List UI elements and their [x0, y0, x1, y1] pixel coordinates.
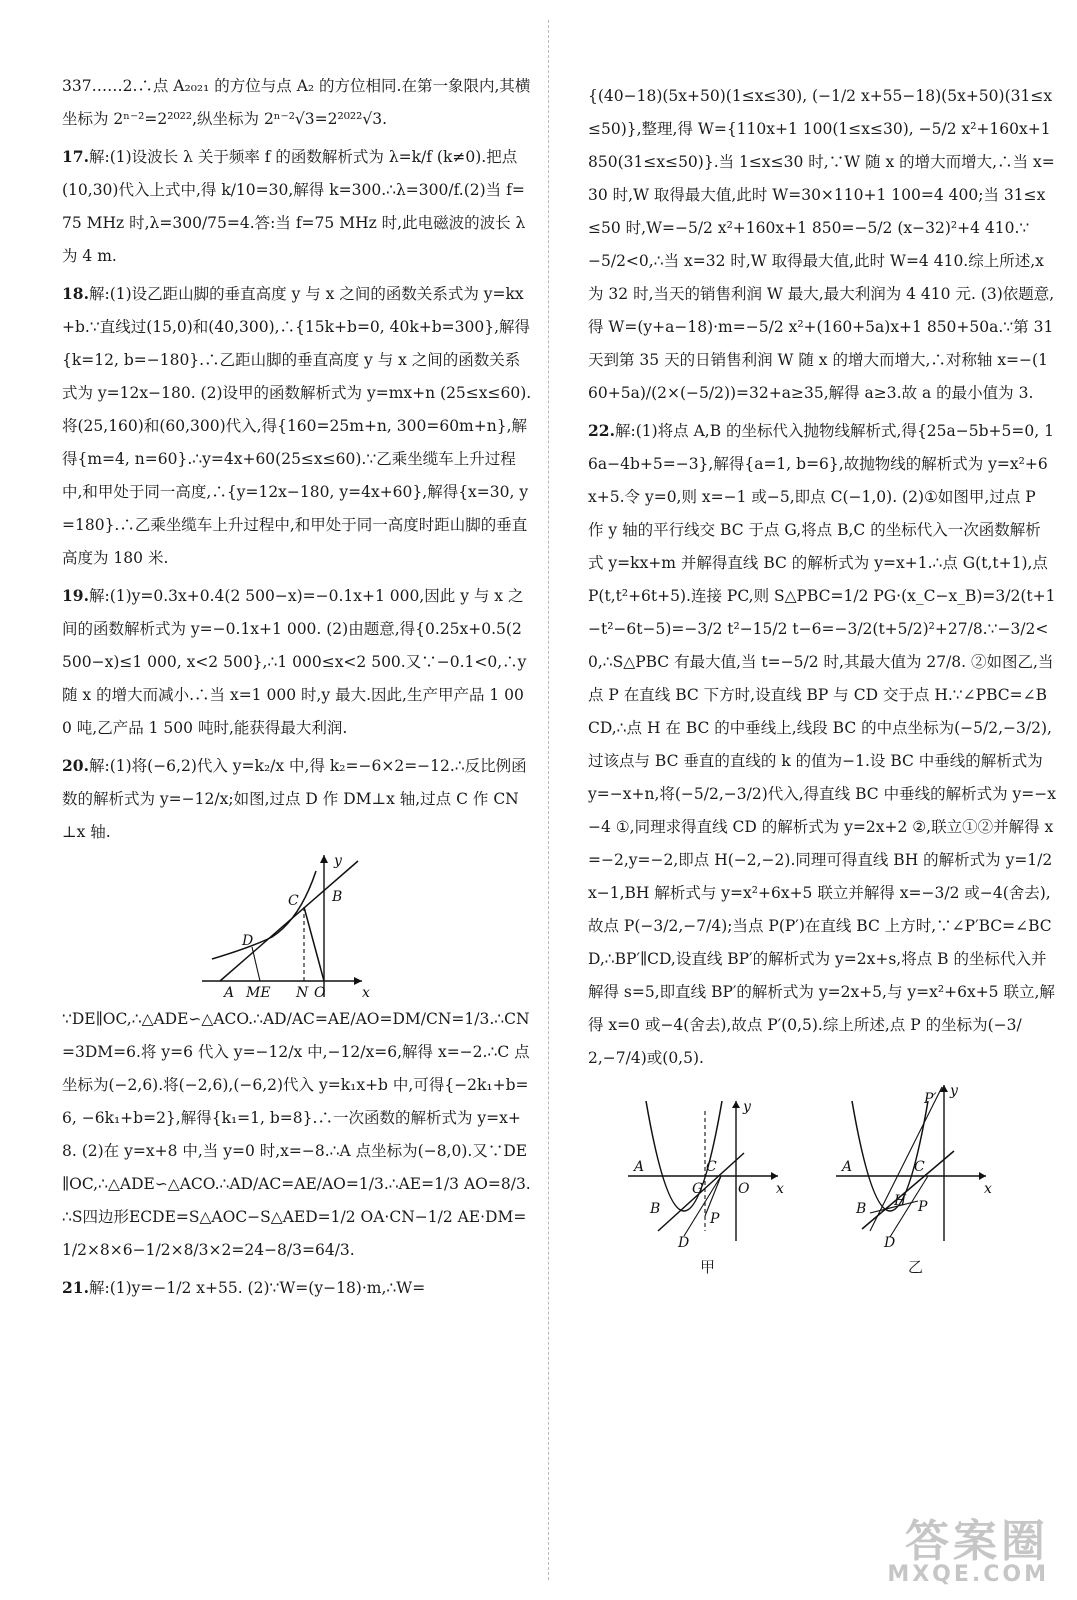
q21-continuation: {(40−18)(5x+50)(1≤x≤30), (−1/2 x+55−18)(5x+50)(31≤x≤50)},整理,得 W={110x+1 100(1≤x≤30), −5/2 x²+160x+1 850(31≤x≤50)}.当 1≤x≤30 时,∵W 随 x 的增大而增大,∴当 x=30 时,W 取得最大值,此时 W=30×110+1 100=4 400;当 31≤x≤50 时,W=−5/2 x²+160x+1 850=−5/2 (x−32)²+4 410.∵−5/2<0,∴当 x=32 时,W 取得最大值,此时 W=4 410.综上所述,x 为 32 时,当天的销售利润 W 最大,最大利润为 4 410 元. (3)依题意,得 W=(y+a−18)·m=−5/2 x²+(160+5a)x+1 850+50a.∵第 31 天到第 35 天的日销售利润 W 随 x 的增大而增大,∴对称轴 x=−(160+5a)/(2×(−5/2))=32+a≥35,解得 a≥3.故 a 的最小值为 3. [588, 87, 1055, 402]
q22-figures [588, 1081, 1056, 1251]
q18-number: 18. [62, 284, 89, 303]
q20-segment-DE [252, 947, 260, 981]
jia-label-D: D [678, 1235, 690, 1251]
yi-line-BPp [870, 1087, 942, 1231]
q22-figure-jia [628, 1099, 784, 1251]
q20-hyperbola [212, 871, 316, 959]
q20-x-arrow [354, 977, 362, 985]
jia-y-arrow [732, 1101, 740, 1108]
right-column [588, 0, 1056, 1275]
q20-text-a: 解:(1)将(−6,2)代入 y=k₂/x 中,得 k₂=−6×2=−12.∴反比例函数的解析式为 y=−12/x;如图,过点 D 作 DM⊥x 轴,过点 C 作 CN⊥x 轴. [62, 757, 527, 841]
yi-label-B: B [856, 1201, 867, 1217]
yi-label-Pprime: P′ [924, 1091, 937, 1107]
q20-label-N: N [296, 985, 309, 1001]
site-watermark [887, 1516, 1049, 1587]
yi-label-A: A [842, 1159, 853, 1175]
yi-label-P: P [918, 1199, 928, 1215]
q20-label-D: D [242, 933, 254, 949]
yi-line-BC [862, 1151, 954, 1229]
yi-label-x: x [984, 1181, 992, 1197]
column-divider [548, 20, 549, 1580]
q22-figure-captions [588, 1251, 1056, 1275]
q20-number: 20. [62, 756, 89, 775]
q21-answer [62, 1271, 532, 1305]
q21-text: 解:(1)y=−1/2 x+55. (2)∵W=(y−18)·m,∴W= [88, 1279, 426, 1297]
q18-answer [62, 277, 532, 575]
q20-text-b: ∵DE∥OC,∴△ADE∽△ACO.∴AD/AC=AE/AO=DM/CN=1/3.∴CN=3DM=6.将 y=6 代入 y=−12/x 中,−12/x=6,解得 x=−2.∴C 点坐标为(−2,6).将(−2,6),(−6,2)代入 y=k₁x+b 中,可得{−2k₁+b=6, −6k₁+b=2},解得{k₁=1, b=8}.∴一次函数的解析式为 y=x+8. (2)在 y=x+8 中,当 y=0 时,x=−8.∴A 点坐标为(−8,0).又∵DE∥OC,∴△ADE∽△ACO.∴AD/AC=AE/AO=1/3.∴AE=1/3 AO=8/3.∴S四边形ECDE=S△AOC−S△AED=1/2 OA·CN−1/2 AE·DM=1/2×8×6−1/2×8/3×2=24−8/3=64/3. [62, 1010, 531, 1259]
q20-label-A: A [224, 985, 235, 1001]
q22-answer [588, 414, 1056, 1075]
q19-answer [62, 579, 532, 745]
jia-label-A: A [634, 1159, 645, 1175]
jia-label-O: O [738, 1181, 750, 1197]
q17-number: 17. [62, 147, 89, 166]
caption-jia: 甲 [700, 1258, 716, 1276]
yi-label-C: C [914, 1159, 925, 1175]
q20-label-y: y [334, 853, 342, 869]
q17-answer [62, 140, 532, 273]
q20-segment-OC [304, 907, 324, 981]
jia-label-C: C [706, 1159, 717, 1175]
yi-label-H: H [894, 1193, 907, 1209]
q20-label-B: B [332, 889, 343, 905]
q17-text: 解:(1)设波长 λ 关于频率 f 的函数解析式为 λ=k/f (k≠0).把点(10,30)代入上式中,得 k/10=30,解得 k=300.∴λ=300/f.(2)当 f=75 MHz 时,λ=300/75=4.答:当 f=75 MHz 时,此电磁波的波长 λ 为 4 m. [62, 148, 526, 265]
jia-label-G: G [692, 1181, 704, 1197]
q20-label-ME: ME [246, 985, 271, 1001]
jia-label-B: B [650, 1201, 661, 1217]
q20-label-C: C [288, 893, 299, 909]
q18-text: 解:(1)设乙距山脚的垂直高度 y 与 x 之间的函数关系式为 y=kx+b.∵直线过(15,0)和(40,300),∴{15k+b=0, 40k+b=300},解得{k=12, b=−180}.∴乙距山脚的垂直高度 y 与 x 之间的函数关系式为 y=12x−180. (2)设甲的函数解析式为 y=mx+n (25≤x≤60).将(25,160)和(60,300)代入,得{160=25m+n, 300=60m+n},解得{m=4, n=60}.∴y=4x+60(25≤x≤60).∵乙乘坐缆车上升过程中,和甲处于同一高度,∴{y=12x−180, y=4x+60},解得{x=30, y=180}.∴乙乘坐缆车上升过程中,和甲处于同一高度时距山脚的垂直高度为 180 米. [62, 285, 532, 567]
yi-x-arrow [979, 1172, 986, 1180]
watermark-line1: 答案圈 [905, 1516, 1049, 1567]
q21-number: 21. [62, 1278, 89, 1297]
q19-number: 19. [62, 586, 89, 605]
yi-label-y: y [950, 1083, 958, 1099]
q20-y-arrow [320, 855, 328, 863]
q20-answer-a [62, 749, 532, 849]
jia-label-y: y [743, 1099, 751, 1115]
q19-text: 解:(1)y=0.3x+0.4(2 500−x)=−0.1x+1 000,因此 y 与 x 之间的函数解析式为 y=−0.1x+1 000. (2)由题意,得{0.25x+0.5(2 500−x)≤1 000, x<2 500},∴1 000≤x<2 500.又∵−0.1<0,∴y 随 x 的增大而减小.∴当 x=1 000 时,y 最大.因此,生产甲产品 1 000 吨,乙产品 1 500 吨时,能获得最大利润. [62, 587, 527, 737]
watermark-line2: MXQE.COM [887, 1562, 1049, 1587]
q16-tail: 337……2.∴点 A₂₀₂₁ 的方位与点 A₂ 的方位相同.在第一象限内,其横坐标为 2ⁿ⁻²=2²⁰²²,纵坐标为 2ⁿ⁻²√3=2²⁰²²√3. [62, 77, 531, 128]
jia-x-arrow [771, 1172, 778, 1180]
caption-yi: 乙 [908, 1258, 924, 1276]
q20-label-x: x [362, 985, 370, 1001]
jia-label-P: P [710, 1211, 720, 1227]
jia-parabola [646, 1101, 722, 1211]
q20-label-O: O [314, 985, 326, 1001]
q22-figure-yi [836, 1083, 992, 1251]
q22-number: 22. [588, 421, 615, 440]
yi-label-D: D [884, 1235, 896, 1251]
jia-label-x: x [776, 1181, 784, 1197]
q22-text: 解:(1)将点 A,B 的坐标代入抛物线解析式,得{25a−5b+5=0, 16a−4b+5=−3},解得{a=1, b=6},故抛物线的解析式为 y=x²+6x+5.令 y=0,则 x=−1 或−5,即点 C(−1,0). (2)①如图甲,过点 P 作 y 轴的平行线交 BC 于点 G,将点 B,C 的坐标代入一次函数解析式 y=kx+m 并解得直线 BC 的解析式为 y=x+1.∴点 G(t,t+1),点 P(t,t²+6t+5).连接 PC,则 S△PBC=1/2 PG·(x_C−x_B)=3/2(t+1−t²−6t−5)=−3/2 t²−15/2 t−6=−3/2(t+5/2)²+27/8.∵−3/2<0,∴S△PBC 有最大值,当 t=−5/2 时,其最大值为 27/8. ②如图乙,当点 P 在直线 BC 下方时,设直线 BP 与 CD 交于点 H.∵∠PBC=∠BCD,∴点 H 在 BC 的中垂线上,线段 BC 的中点坐标为(−5/2,−3/2),过该点与 BC 垂直的直线的 k 的值为−1.设 BC 中垂线的解析式为 y=−x+n,将(−5/2,−3/2)代入,得直线 BC 中垂线的解析式为 y=−x−4 ①,同理求得直线 CD 的解析式为 y=2x+2 ②,联立①②并解得 x=−2,y=−2,即点 H(−2,−2).同理可得直线 BH 的解析式为 y=1/2 x−1,BH 解析式与 y=x²+6x+5 联立并解得 x=−3/2 或−4(舍去),故点 P(−3/2,−7/4);当点 P(P′)在直线 BC 上方时,∵∠P′BC=∠BCD,∴BP′∥CD,设直线 BP′的解析式为 y=2x+s,将点 B 的坐标代入并解得 s=5,即直线 BP′的解析式为 y=2x+5,与 y=x²+6x+5 联立,解得 x=0 或−4(舍去),故点 P′(0,5).综上所述,点 P 的坐标为(−3/2,−7/4)或(0,5). [588, 422, 1056, 1067]
q20-figure [62, 851, 532, 1001]
left-column [62, 0, 532, 1305]
